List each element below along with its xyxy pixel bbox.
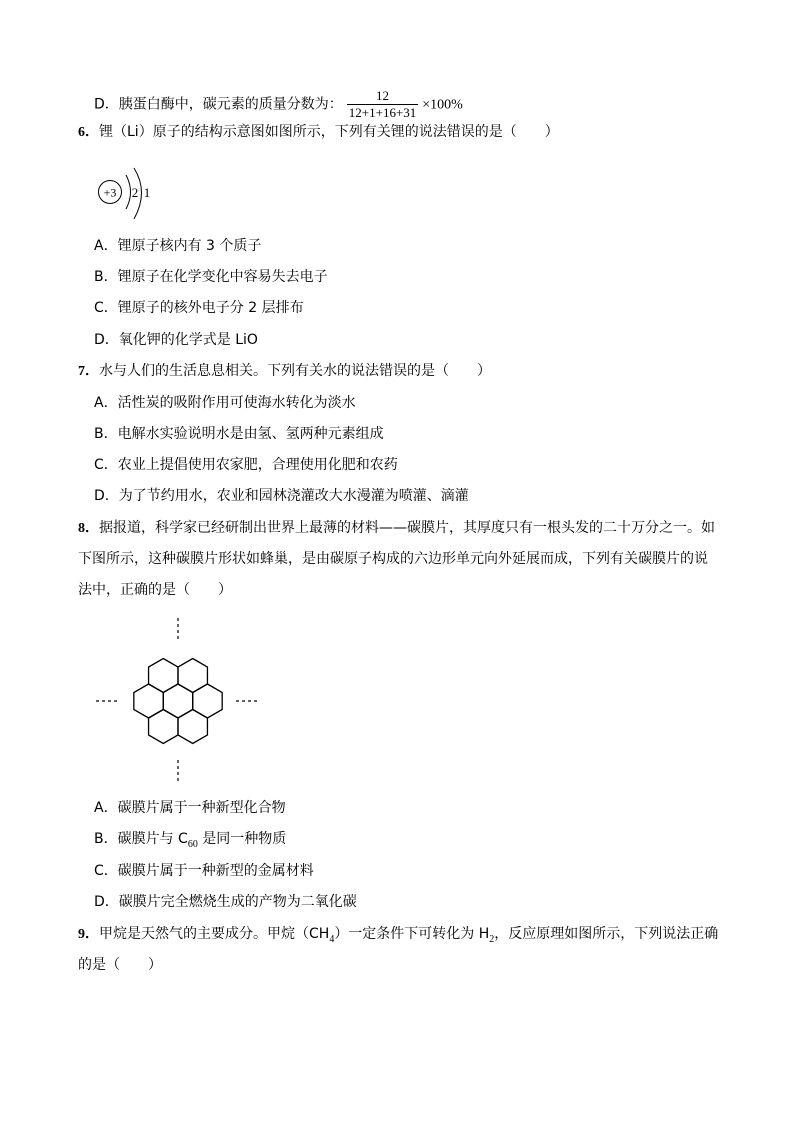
option-text: 碳膜片完全燃烧生成的产物为二氧化碳 xyxy=(118,894,357,910)
q8-option-b xyxy=(94,829,286,855)
option-label: D． xyxy=(94,332,119,348)
hexagon-cell xyxy=(178,710,207,744)
option-label: C． xyxy=(94,300,118,316)
q9-stem-post: ，反应原理如图所示，下列说法正确 xyxy=(494,926,719,942)
q8-option-c xyxy=(94,861,314,881)
option-text: 电解水实验说明水是由氢、氢两种元素组成 xyxy=(117,426,384,442)
q5-option-d-text: 胰蛋白酶中，碳元素的质量分数为： xyxy=(118,96,343,113)
option-text-pre: 碳膜片与 C xyxy=(117,831,188,847)
option-text: 锂原子的核外电子分 2 层排布 xyxy=(117,300,304,316)
q8-stem-text-3: 法中，正确的是（ ） xyxy=(78,582,232,598)
option-text: 碳膜片属于一种新型的金属材料 xyxy=(117,863,314,879)
ch4-subscript: 4 xyxy=(329,933,335,945)
fraction-numerator: 12 xyxy=(347,88,419,105)
q9-stem-pre: 甲烷是天然气的主要成分。甲烷（CH xyxy=(99,926,330,942)
option-text: 农业上提倡使用农家肥，合理使用化肥和农药 xyxy=(117,457,398,473)
q8-option-d xyxy=(94,892,357,912)
nucleus-charge: +3 xyxy=(103,185,117,200)
q9-stem-mid: ）一定条件下可转化为 H xyxy=(334,926,490,942)
shell-2-electrons: 1 xyxy=(143,185,151,200)
option-text: 锂原子在化学变化中容易失去电子 xyxy=(117,269,328,285)
h2-subscript: 2 xyxy=(489,933,495,945)
option-text: 锂原子核内有 3 个质子 xyxy=(117,238,262,254)
q8-option-a xyxy=(94,798,286,818)
q7-number: 7． xyxy=(78,364,99,379)
c60-subscript: 60 xyxy=(187,838,198,850)
option-text: 碳膜片属于一种新型化合物 xyxy=(117,800,286,816)
option-label: B． xyxy=(94,269,118,285)
option-text: 氧化钾的化学式是 LiO xyxy=(118,332,258,348)
option-label: D． xyxy=(94,488,119,504)
option-text: 活性炭的吸附作用可使海水转化为淡水 xyxy=(117,395,356,411)
option-label: C． xyxy=(94,457,118,473)
q9-stem-text-2: 的是（ ） xyxy=(78,957,162,973)
option-label: A． xyxy=(94,395,118,411)
hexagon-grid xyxy=(134,659,222,744)
option-label: B． xyxy=(94,831,118,847)
option-label: A． xyxy=(94,238,118,254)
option-label: C． xyxy=(94,863,118,879)
hexagon-cell xyxy=(149,710,178,744)
hexagon-cell xyxy=(178,659,207,693)
q9-number: 9． xyxy=(78,927,99,942)
q9-stem-line-2 xyxy=(78,955,162,975)
q7-stem-text: 水与人们的生活息息相关。下列有关水的说法错误的是（ ） xyxy=(99,363,491,379)
shell-1-electrons: 2 xyxy=(131,185,139,200)
option-label: D． xyxy=(94,894,119,910)
q6-number: 6． xyxy=(78,125,99,140)
option-label: A． xyxy=(94,800,118,816)
hexagon-cell xyxy=(134,684,163,718)
q9-stem-line-1 xyxy=(78,924,718,950)
q5-option-d-label: D． xyxy=(94,96,119,113)
hexagon-cell xyxy=(149,659,178,693)
option-text: 为了节约用水，农业和园林浇灌改大水漫灌为喷灌、滴灌 xyxy=(118,488,469,504)
hexagon-cell xyxy=(193,684,222,718)
q8-number: 8． xyxy=(78,521,99,536)
option-text-post: 是同一种物质 xyxy=(197,831,287,847)
fraction-suffix: ×100% xyxy=(422,97,463,113)
option-label: B． xyxy=(94,426,118,442)
q8-stem-text-1: 据报道，科学家已经研制出世界上最薄的材料——碳膜片，其厚度只有一根头发的二十万分之一。如 xyxy=(99,520,715,536)
hexagon-cell xyxy=(163,684,192,718)
q8-stem-text-2: 下图所示，这种碳膜片形状如蜂巢，是由碳原子构成的六边形单元向外延展而成，下列有关碳膜片的说 xyxy=(78,551,708,567)
q6-stem-text: 锂（Li）原子的结构示意图如图所示，下列有关锂的说法错误的是（ ） xyxy=(99,124,559,140)
fraction-denominator: 12+1+16+31 xyxy=(348,105,417,120)
